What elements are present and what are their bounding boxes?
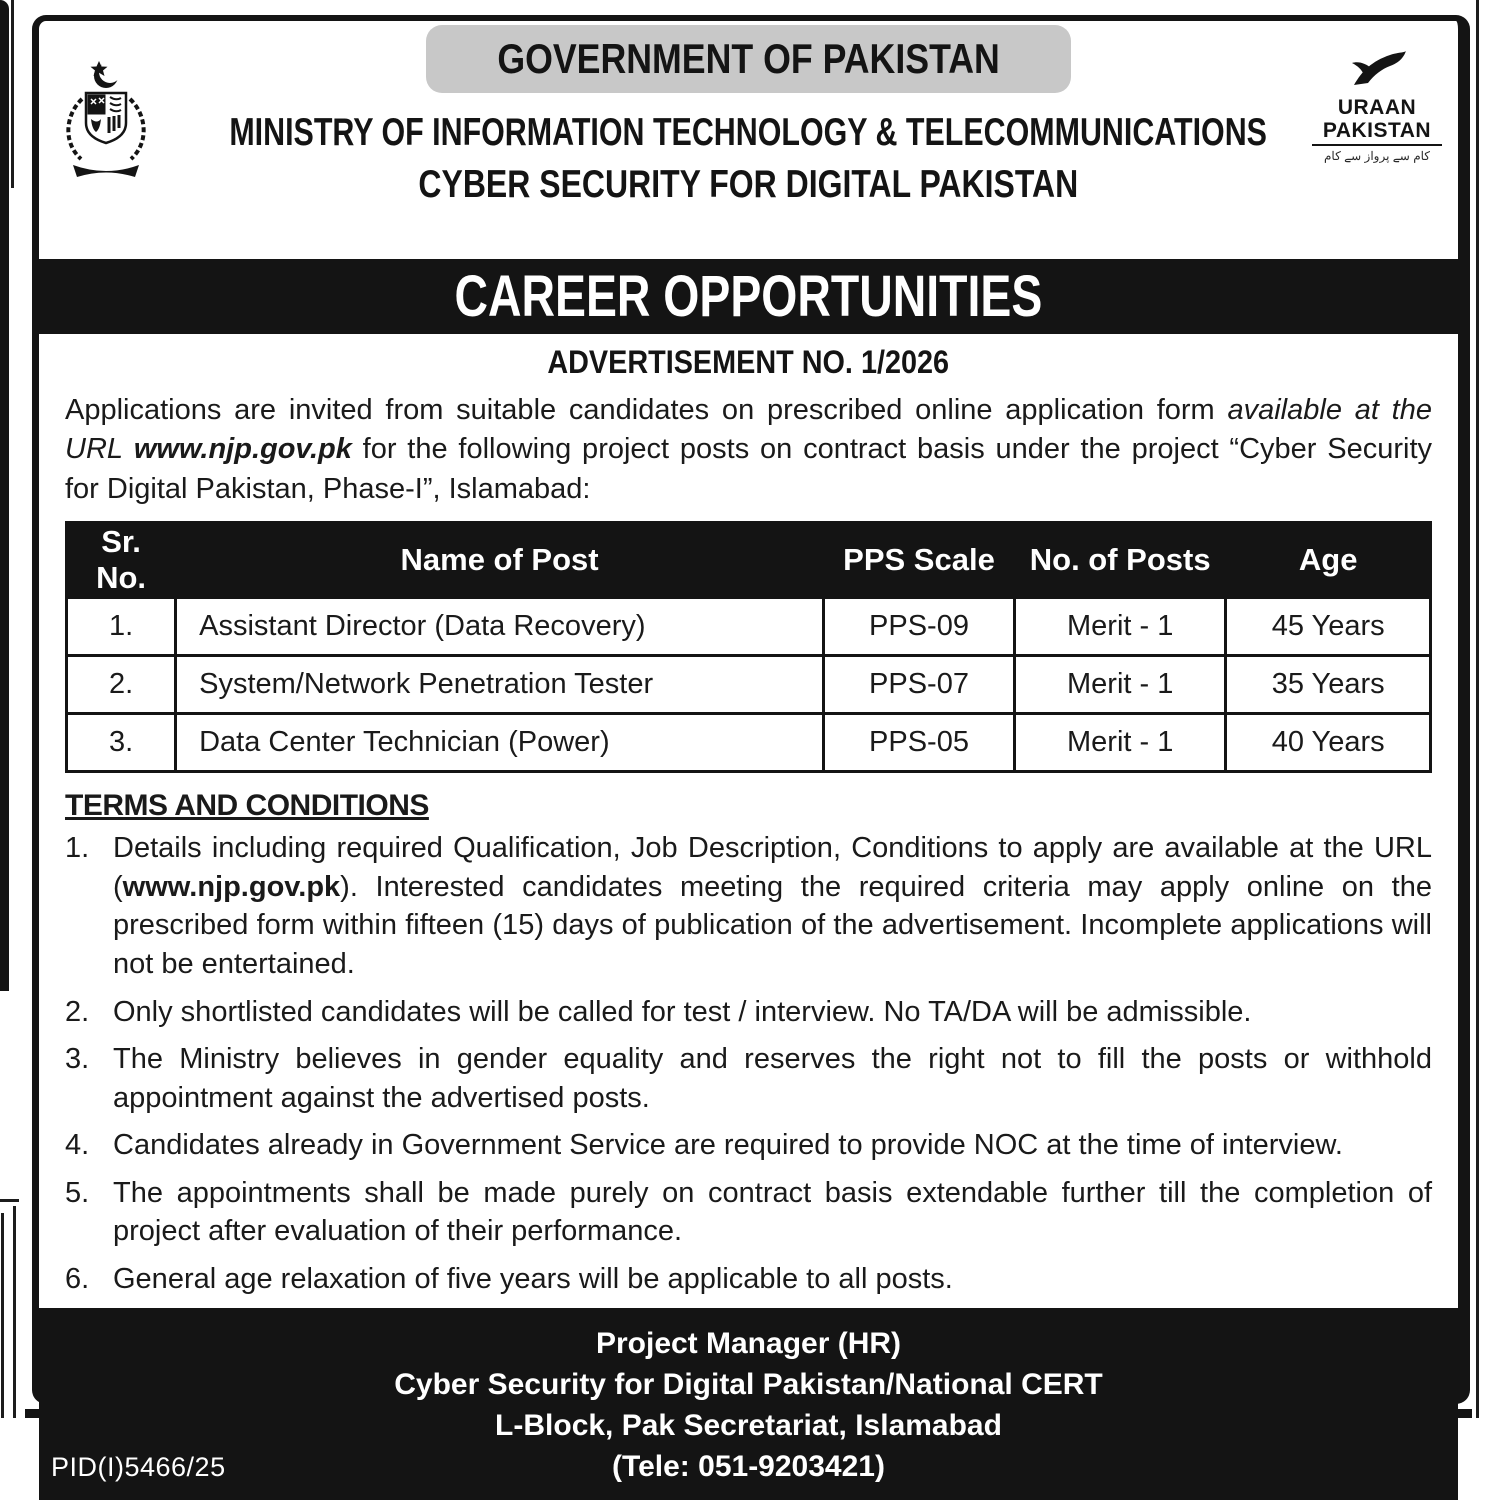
footer-line-designation: Project Manager (HR) [595,1326,902,1360]
pid-number: PID(I)5466/25 [51,1451,226,1482]
pakistan-state-emblem-icon [55,57,157,187]
lower-column-rule-2 [13,1206,16,1418]
term-item-1: 1. Details including required Qualification, Job Description, Conditions to apply are available at the URL (www.njp.gov.pk). Interested candidates meeting the required criteria may apply online on the prescribed form within fifteen (15) days of publication of the advertisement. Incomplete applications will not be entertained. [65,832,1432,980]
adjacent-ad-border-left [0,0,9,991]
term-item-4: 4. Candidates already in Government Service are required to provide NOC at the time of interview. [65,1129,1343,1162]
intro-url-text: www.njp.gov.pk [123,433,363,466]
project-title: CYBER SECURITY FOR DIGITAL PAKISTAN [418,163,1079,206]
uraan-logo-line2: PAKISTAN [1312,120,1442,146]
footer-line-address: L-Block, Pak Secretariat, Islamabad [495,1408,1002,1442]
uraan-pakistan-logo [1312,49,1442,162]
ministry-title: MINISTRY OF INFORMATION TECHNOLOGY & TELECOMMUNICATIONS [229,111,1268,154]
uraan-bird-icon [1346,49,1408,95]
terms-heading: TERMS AND CONDITIONS [65,789,429,823]
adjacent-ad-border-foot [0,1199,19,1202]
intro-italic-text: available at the URL [65,394,1432,466]
footer-line-department: Cyber Security for Digital Pakistan/National CERT [394,1367,1103,1401]
career-opportunities-text: CAREER OPPORTUNITIES [454,264,1043,329]
advertisement-number: ADVERTISEMENT NO. 1/2026 [547,344,950,380]
government-banner-text: GOVERNMENT OF PAKISTAN [497,35,1000,82]
lower-column-rule-1 [1,1213,4,1418]
intro-paragraph: Applications are invited from suitable candidates on prescribed online application form available at the URL www.njp.gov.pk for the following project posts on contract basis under the project “Cyber Security for Digital Pakistan, Phase-I”, Islamabad: [65,394,1433,505]
posts-table [65,521,1432,773]
term-item-2: 2. Only shortlisted candidates will be called for test / interview. No TA/DA will be admissible. [65,995,1252,1028]
term-item-6: 6. General age relaxation of five years will be applicable to all posts. [65,1262,953,1295]
terms-url-text: www.njp.gov.pk [122,870,341,903]
footer-line-phone: (Tele: 051-9203421) [612,1449,885,1483]
government-banner [426,25,1071,93]
table-row: 3. Data Center Technician (Power) PPS-05 Merit - 1 40 Years [67,714,1431,772]
term-item-3: 3. The Ministry believes in gender equality and reserves the right not to fill the posts or withhold appointment against the advertised posts. [65,1043,1432,1114]
advertisement-box [32,15,1470,1483]
advert-header [39,21,1458,259]
table-row: 1. Assistant Director (Data Recovery) PPS-09 Merit - 1 45 Years [67,598,1431,656]
col-header-name-of-post: Name of Post [176,523,824,598]
right-column-rule [1476,0,1479,1418]
col-header-pps-scale: PPS Scale [824,523,1015,598]
uraan-urdu-tagline: کام سے پرواز سے کام [1324,149,1430,163]
col-header-no-of-posts: No. of Posts [1014,523,1225,598]
table-row: 2. System/Network Penetration Tester PPS-07 Merit - 1 35 Years [67,656,1431,714]
terms-and-conditions [39,783,1458,1307]
left-column-rule [11,0,14,188]
footer-contact-bar [39,1308,1458,1500]
table-header-row [67,523,1431,598]
col-header-sr-no: Sr. No. [67,523,176,598]
uraan-logo-line1: URAAN [1337,96,1417,119]
career-opportunities-banner [39,259,1458,334]
term-item-5: 5. The appointments shall be made purely on contract basis extendable further till the completion of project after evaluation of their performance. [65,1176,1432,1248]
col-header-age: Age [1226,523,1431,598]
